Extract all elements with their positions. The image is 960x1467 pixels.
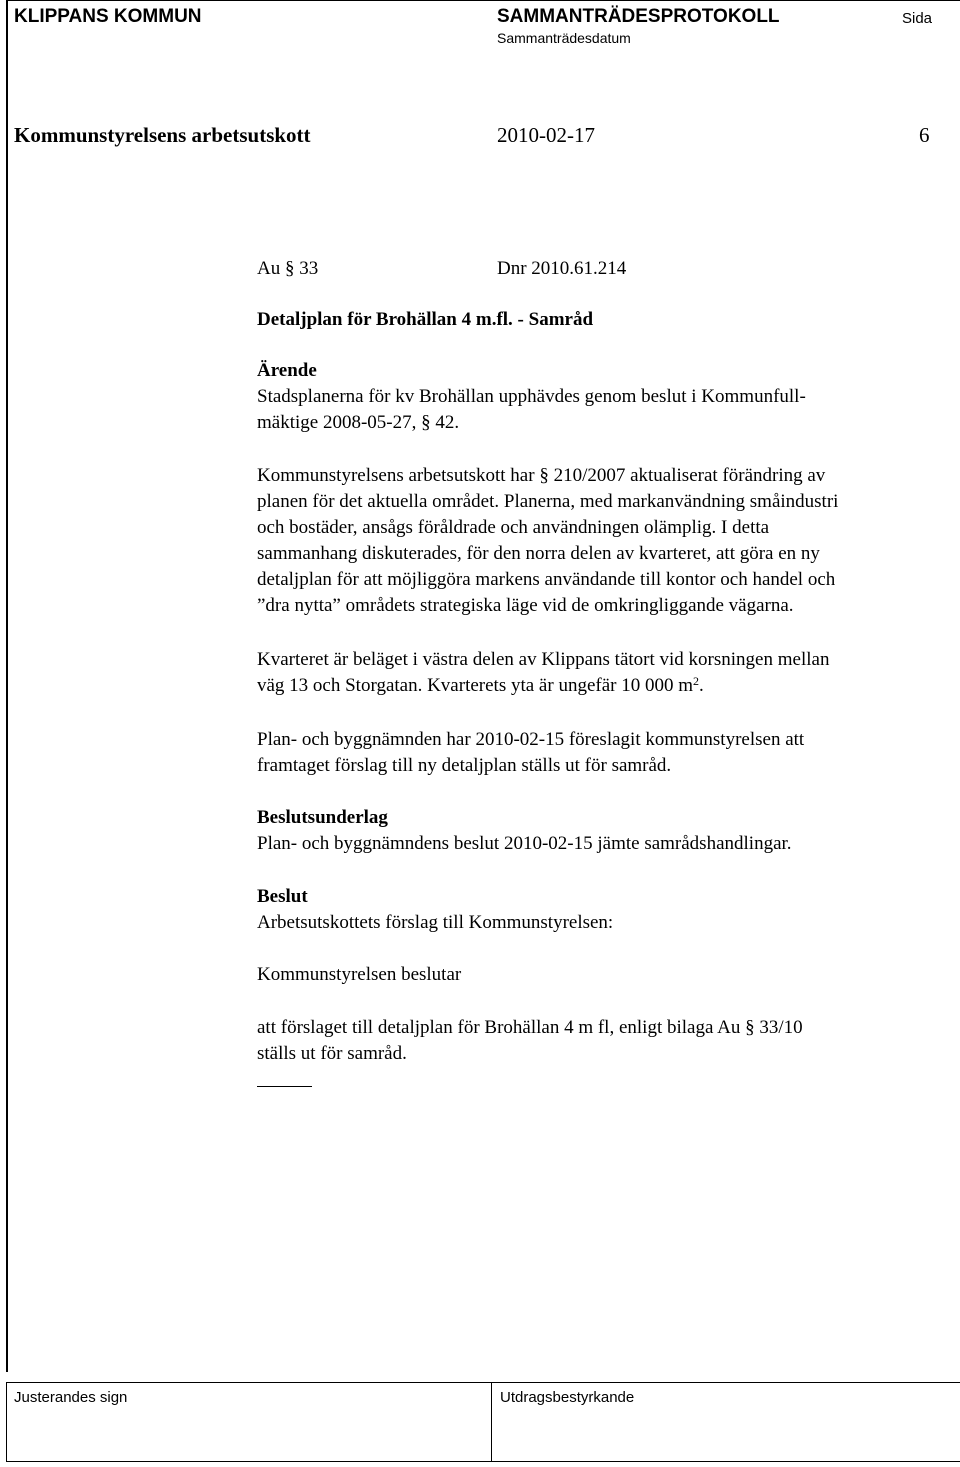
meeting-body: Kommunstyrelsens arbetsutskott: [14, 123, 311, 147]
footer-right-label: Utdragsbestyrkande: [500, 1389, 635, 1406]
para2-line-2: planen för det aktuella området. Planerna, med markanvändning småindustri: [257, 491, 839, 512]
para2-line-5: detaljplan för att möjliggöra markens användande till kontor och handel och: [257, 569, 836, 590]
arende-line-2: mäktige 2008-05-27, § 42.: [257, 412, 460, 433]
footer-box: [6, 1382, 960, 1462]
underlag-text: Plan- och byggnämndens beslut 2010-02-15 jämte samrådshandlingar.: [257, 833, 792, 854]
final-line-1: att förslaget till detaljplan för Brohällan 4 m fl, enligt bilaga Au § 33/10: [257, 1017, 803, 1038]
arende-line-1: Stadsplanerna för kv Brohällan upphävdes genom beslut i Kommunfull-: [257, 386, 806, 407]
page-label: Sida: [902, 10, 933, 27]
left-margin-line: [6, 0, 8, 1372]
para2-line-6: ”dra nytta” områdets strategiska läge vid de omkringliggande vägarna.: [257, 595, 794, 616]
beslut-heading: Beslut: [257, 886, 308, 907]
dnr: Dnr 2010.61.214: [497, 258, 627, 279]
para4-line-1: Plan- och byggnämnden har 2010-02-15 föreslagit kommunstyrelsen att: [257, 729, 805, 750]
para2-line-4: sammanhang diskuterades, för den norra delen av kvarteret, att göra en ny: [257, 543, 820, 564]
case-title: Detaljplan för Brohällan 4 m.fl. - Samråd: [257, 309, 594, 330]
meeting-date: 2010-02-17: [497, 123, 595, 147]
header-bottom-line: [6, 0, 960, 1]
para3-line-2-end: .: [699, 675, 704, 696]
para4-line-2: framtaget förslag till ny detaljplan ställs ut för samråd.: [257, 755, 672, 776]
para3-line-1: Kvarteret är beläget i västra delen av Klippans tätort vid korsningen mellan: [257, 649, 830, 670]
ks-beslutar: Kommunstyrelsen beslutar: [257, 964, 462, 985]
beslut-text: Arbetsutskottets förslag till Kommunstyrelsen:: [257, 912, 614, 933]
doc-type: SAMMANTRÄDESPROTOKOLL: [497, 6, 780, 27]
footer-left-label: Justerandes sign: [14, 1389, 128, 1406]
para2-line-1: Kommunstyrelsens arbetsutskott har § 210/2007 aktualiserat förändring av: [257, 465, 826, 486]
para2-line-3: och bostäder, ansågs föråldrade och användningen olämplig. I detta: [257, 517, 770, 538]
underlag-heading: Beslutsunderlag: [257, 807, 388, 828]
para3-line-2-text: väg 13 och Storgatan. Kvarterets yta är ungefär 10 000 m: [257, 675, 693, 696]
final-line-2: ställs ut för samråd.: [257, 1043, 407, 1064]
para3-line-2: [257, 673, 704, 699]
page-number: 6: [919, 123, 930, 147]
area-superscript: 2: [693, 674, 699, 688]
arende-heading: Ärende: [257, 360, 317, 381]
date-label: Sammanträdesdatum: [497, 30, 631, 46]
au-number: Au § 33: [257, 258, 319, 279]
footer-divider: [491, 1382, 492, 1462]
org-name: KLIPPANS KOMMUN: [14, 6, 202, 27]
closing-rule: [257, 1086, 312, 1087]
